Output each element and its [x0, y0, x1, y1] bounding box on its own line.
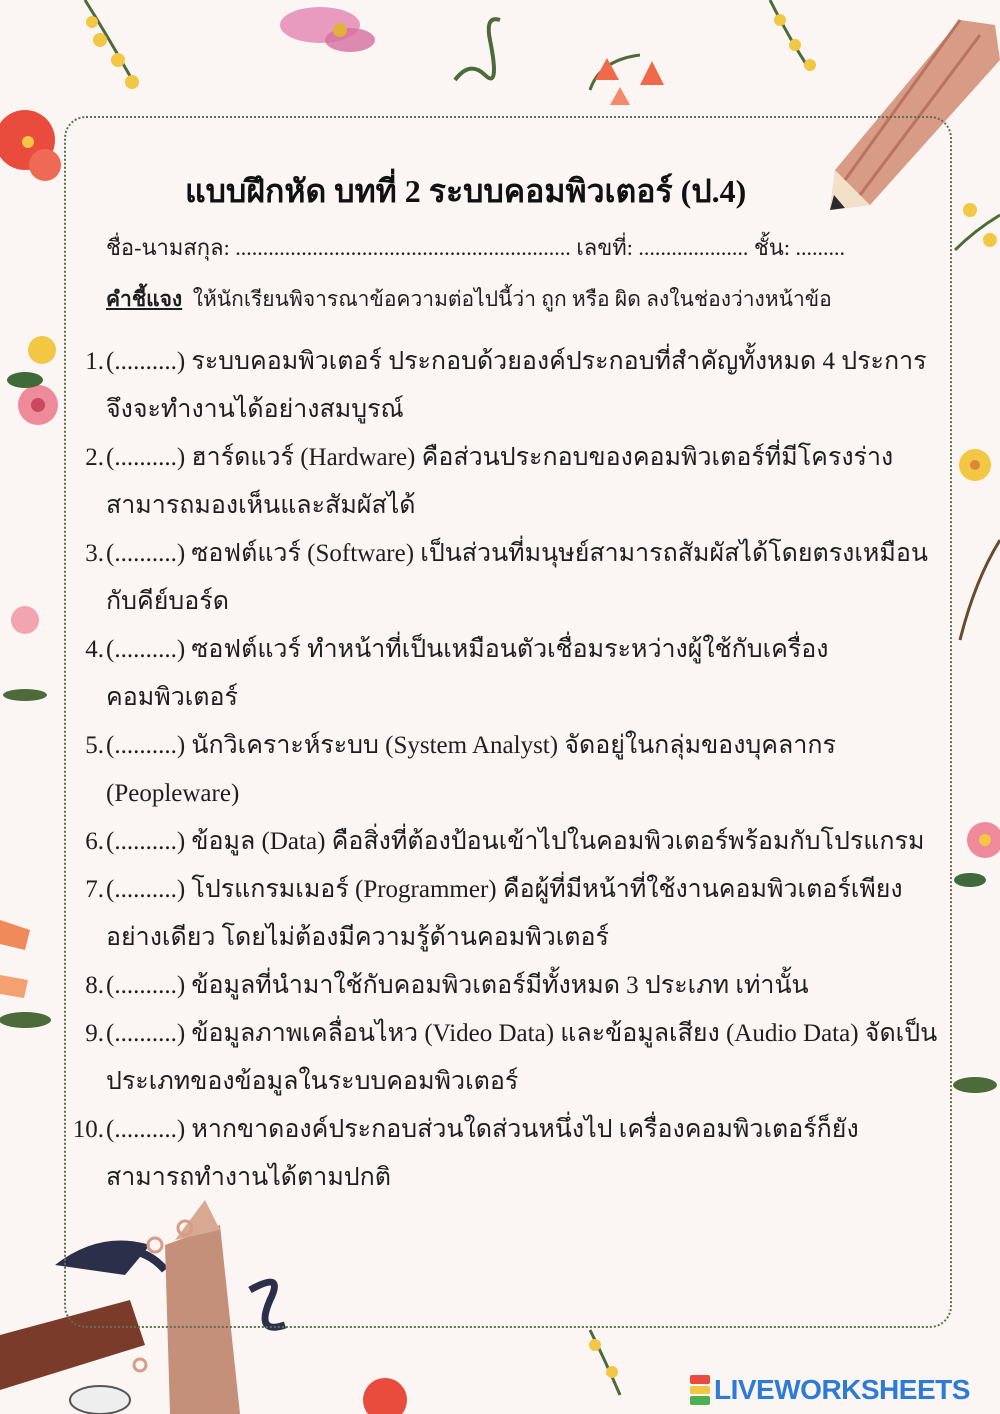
yellow-flower-icon: [959, 449, 991, 481]
question-number: 7.: [85, 876, 104, 903]
question-number: 2.: [85, 444, 104, 471]
bell-flower-icon: [590, 55, 664, 105]
question-item[interactable]: [60, 722, 940, 818]
question-text: (..........) ฮาร์ดแวร์ (Hardware) คือส่วนประกอบของคอมพิวเตอร์ที่มีโครงร่าง สามารถมองเห็นและสัมผัสได้: [106, 444, 894, 519]
question-item[interactable]: [60, 626, 940, 722]
question-text: (..........) หากขาดองค์ประกอบส่วนใดส่วนหนึ่งไป เครื่องคอมพิวเตอร์ก็ยัง สามารถทำงานได้ตามปกติ: [106, 1116, 859, 1191]
watermark-text: LIVEWORKSHEETS: [714, 1374, 970, 1405]
question-number: 3.: [85, 540, 104, 567]
liveworksheets-logo-icon: [690, 1375, 710, 1405]
question-text: (..........) ระบบคอมพิวเตอร์ ประกอบด้วยองค์ประกอบที่สำคัญทั้งหมด 4 ประการ จึงจะทำงานได้อย่างสมบูรณ์: [106, 348, 927, 423]
pink-flower-icon: [7, 336, 58, 425]
question-item[interactable]: [60, 962, 940, 1010]
leaf-icon: [953, 1077, 997, 1093]
question-text: (..........) ซอฟต์แวร์ ทำหน้าที่เป็นเหมือนตัวเชื่อมระหว่างผู้ใช้กับเครื่อง คอมพิวเตอร์: [106, 636, 829, 711]
instruction: [106, 283, 832, 316]
red-flower-icon: [363, 1378, 407, 1414]
flower-sprig-icon: [955, 203, 1000, 250]
question-item[interactable]: [60, 866, 940, 962]
question-number: 5.: [85, 732, 104, 759]
question-text: (..........) โปรแกรมเมอร์ (Programmer) คือผู้ที่มีหน้าที่ใช้งานคอมพิวเตอร์เพียง อย่างเดียว โดยไม่ต้องมีความรู้ด้านคอมพิวเตอร์: [106, 876, 903, 951]
question-item[interactable]: [60, 434, 940, 530]
orange-flower-icon: [0, 920, 51, 1028]
worksheet-title: แบบฝึกหัด บทที่ 2 ระบบคอมพิวเตอร์ (ป.4): [185, 173, 747, 209]
pink-flower-icon: [3, 606, 47, 701]
question-text: (..........) ข้อมูลที่นำมาใช้กับคอมพิวเตอร์มีทั้งหมด 3 ประเภท เท่านั้น: [106, 972, 809, 999]
question-item[interactable]: [60, 818, 940, 866]
question-text: (..........) ซอฟต์แวร์ (Software) เป็นส่วนที่มนุษย์สามารถสัมผัสได้โดยตรงเหมือน กับคีย์บอร์ด: [106, 540, 928, 615]
question-item[interactable]: [60, 530, 940, 626]
stem-icon: [960, 540, 1000, 640]
liveworksheets-watermark[interactable]: [690, 1372, 990, 1408]
instruction-label: คำชี้แจง: [106, 287, 183, 311]
student-info-row: ชื่อ-นามสกุล: ............................................................. เลขที่: .................... ชั้น: .........: [106, 235, 845, 260]
squiggle-icon: [455, 19, 500, 80]
question-number: 6.: [85, 828, 104, 855]
question-text: (..........) นักวิเคราะห์ระบบ (System Analyst) จัดอยู่ในกลุ่มของบุคลากร (Peopleware): [106, 732, 836, 807]
question-number: 10.: [72, 1116, 104, 1143]
flower-sprig-icon: [589, 1330, 620, 1395]
question-item[interactable]: [60, 1010, 940, 1106]
question-list: [60, 338, 940, 1202]
question-text: (..........) ข้อมูล (Data) คือสิ่งที่ต้องป้อนเข้าไปในคอมพิวเตอร์พร้อมกับโปรแกรม: [106, 828, 925, 855]
pink-flower-icon: [280, 7, 375, 52]
question-number: 4.: [85, 636, 104, 663]
question-number: 8.: [85, 972, 104, 999]
question-number: 9.: [85, 1020, 104, 1047]
instruction-text: ให้นักเรียนพิจารณาข้อความต่อไปนี้ว่า ถูก หรือ ผิด ลงในช่องว่างหน้าข้อ: [192, 287, 832, 311]
question-text: (..........) ข้อมูลภาพเคลื่อนไหว (Video Data) และข้อมูลเสียง (Audio Data) จัดเป็น ประเภทของข้อมูลในระบบคอมพิวเตอร์: [106, 1020, 938, 1095]
question-item[interactable]: [60, 1106, 940, 1202]
question-item[interactable]: [60, 338, 940, 434]
flower-sprig-icon: [85, 0, 139, 89]
pink-flower-icon: [954, 822, 1000, 887]
flower-sprig-icon: [770, 0, 816, 71]
red-flower-icon: [0, 110, 61, 181]
question-number: 1.: [85, 348, 104, 375]
